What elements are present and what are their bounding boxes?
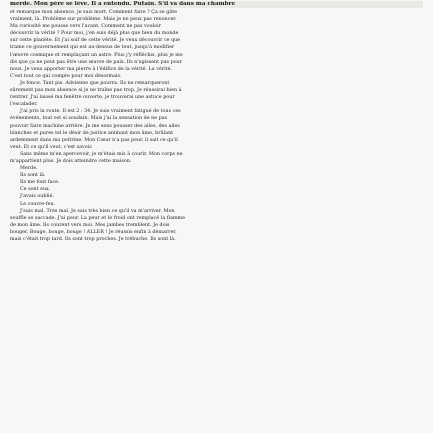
text-line: sur cette planète. Et j'ai soif de cette vérité. Je veux découvrir ce que	[10, 38, 181, 44]
text-line: dis que ça ne peut pas être une œuvre de paix. Ils n'agissent pas pour	[10, 59, 183, 65]
text-line: l'œuvre cosmique et remplaçant un astre. Plus j'y réfléchis, plus je me	[10, 52, 183, 58]
text-line: de mon âme. Ils courent vers moi. Mes jambes tremblent. Je dois	[10, 222, 170, 228]
text-line: veut. Et ce qu'il veut, c'est savoir.	[10, 144, 93, 150]
text-line: découvrir la vérité ? Pour moi, j'en suis déjà plus que bien du monde	[10, 31, 179, 37]
text-line: et remarque mon absence, je suis mort. Comment faire ? Ça se gâte	[10, 10, 178, 15]
header-line: merde. Mon père se lève. Il a entendu. Putain. S'il va dans ma chambre	[10, 1, 423, 8]
text-line: Ils me font face.	[20, 180, 60, 186]
text-line: souffle se saccade. J'ai peur. La peur et le froid ont remplacé la flamme	[10, 215, 185, 221]
text-line: Je fonce. Tant pis. Advienne que pourra. Ils ne remarqueront	[20, 80, 170, 86]
text-line: J'suis mal. Très mal. Je sais très bien ce qu'il va m'arriver. Mon	[20, 208, 175, 214]
text-line: J'ai pris la route. Il est 2 : 34. Je suis vraiment fatigué de tous ces	[20, 109, 181, 115]
document-body	[10, 9, 423, 243]
text-line: événements, tout est si soudain. Mais j'ai la sensation de ne pas	[10, 116, 168, 122]
text-line: vraiment, là. Problème sur problème. Mais je ne peux pas renoncer.	[10, 17, 177, 23]
text-line: mais c'était trop tard. Ils sont trop proches. Je trébuche. Ils sont là.	[10, 237, 176, 242]
text-line: pouvoir faire machine arrière. Je me sens pousser des ailes, des ailes	[10, 123, 180, 129]
text-line: trame ce gouvernement qui est au-dessus de tout, jusqu'à modifier	[10, 45, 175, 51]
text-line: rentrer. J'ai laissé ma fenêtre ouverte, je trouverai une astuce pour	[10, 95, 175, 101]
text-line: Le couvre-feu.	[20, 201, 56, 207]
text-line: Ce sont eux.	[20, 187, 51, 193]
text-line: sûrement pas mon absence si je ne traîne pas trop. Je réussirai bien à	[10, 88, 182, 94]
text-line: Merde.	[20, 166, 38, 172]
text-line: l'escalader.	[10, 102, 38, 108]
text-line: Ils sont là.	[20, 173, 46, 179]
text-line: Sans même m'en apercevoir, je m'étais mis à courir. Mon corps ne	[20, 151, 183, 157]
text-line: blanches et pures tel le désir de justice animant mon âme, brûlant	[10, 130, 174, 136]
text-line: m'appartient plus. Je dois atteindre cette maison.	[10, 158, 132, 164]
text-line: C'est tout ce qui compte pour moi désormais.	[10, 73, 122, 79]
text-line: J'avais oublié.	[20, 194, 54, 200]
text-line: ardemment dans ma poitrine. Mon Cœur n'a pas peur, il sait ce qu'il	[10, 137, 178, 143]
text-line: Ma curiosité me pousse vers l'avant. Comment ne pas vouloir	[10, 24, 162, 30]
text-line: bouger. Bouge, bouge, bouge ! ALLER ! Je réussis enfin à démarrer,	[10, 229, 177, 235]
text-line: nous. Je veux apporter ma pierre à l'édifice de la vérité. La vérité.	[10, 66, 173, 72]
